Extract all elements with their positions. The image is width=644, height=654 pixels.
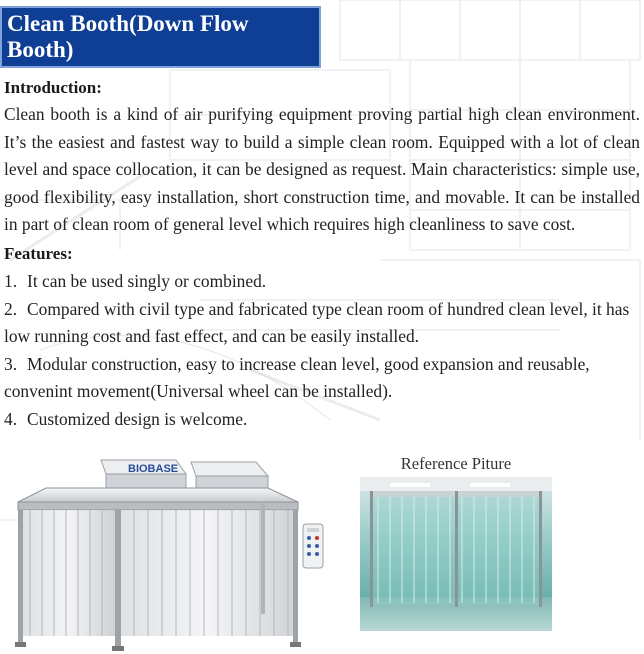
introduction-text: Clean booth is a kind of air purifying equipment proving partial high clean environment. It’s the easiest and fastest way to build a simple clean room. Equipped with a lot of clean level and space collocation, it can be designed as request. Main characteristics: simple use, good flexibility, easy installation, short construction time, and movable. It can be installed in part of clean room of general level which requires high cleanliness to save cost. <box>4 104 640 234</box>
features-heading: Features: <box>4 244 73 263</box>
introduction-heading: Introduction: <box>4 78 102 97</box>
clean-room-photo <box>360 477 552 631</box>
reference-caption: Reference Piture <box>400 454 512 473</box>
feature-item: 4. Customized design is welcome. <box>4 408 248 429</box>
brand-logo: BIOBASE <box>128 463 179 475</box>
remote-control-icon <box>302 523 324 569</box>
clean-booth-illustration <box>6 452 306 652</box>
feature-item: 1. It can be used singly or combined. <box>4 271 267 291</box>
feature-item: 3. Modular construction, easy to increase clean level, good expansion and reusable, convenint movement(Universal wheel can be installed). <box>4 353 590 401</box>
page-title: Clean Booth(Down Flow Booth) <box>0 6 321 68</box>
feature-item: 2. Compared with civil type and fabricated type clean room of hundred clean level, it has low running cost and fast effect, and can be easily installed. <box>4 298 630 346</box>
features-list <box>4 268 640 433</box>
